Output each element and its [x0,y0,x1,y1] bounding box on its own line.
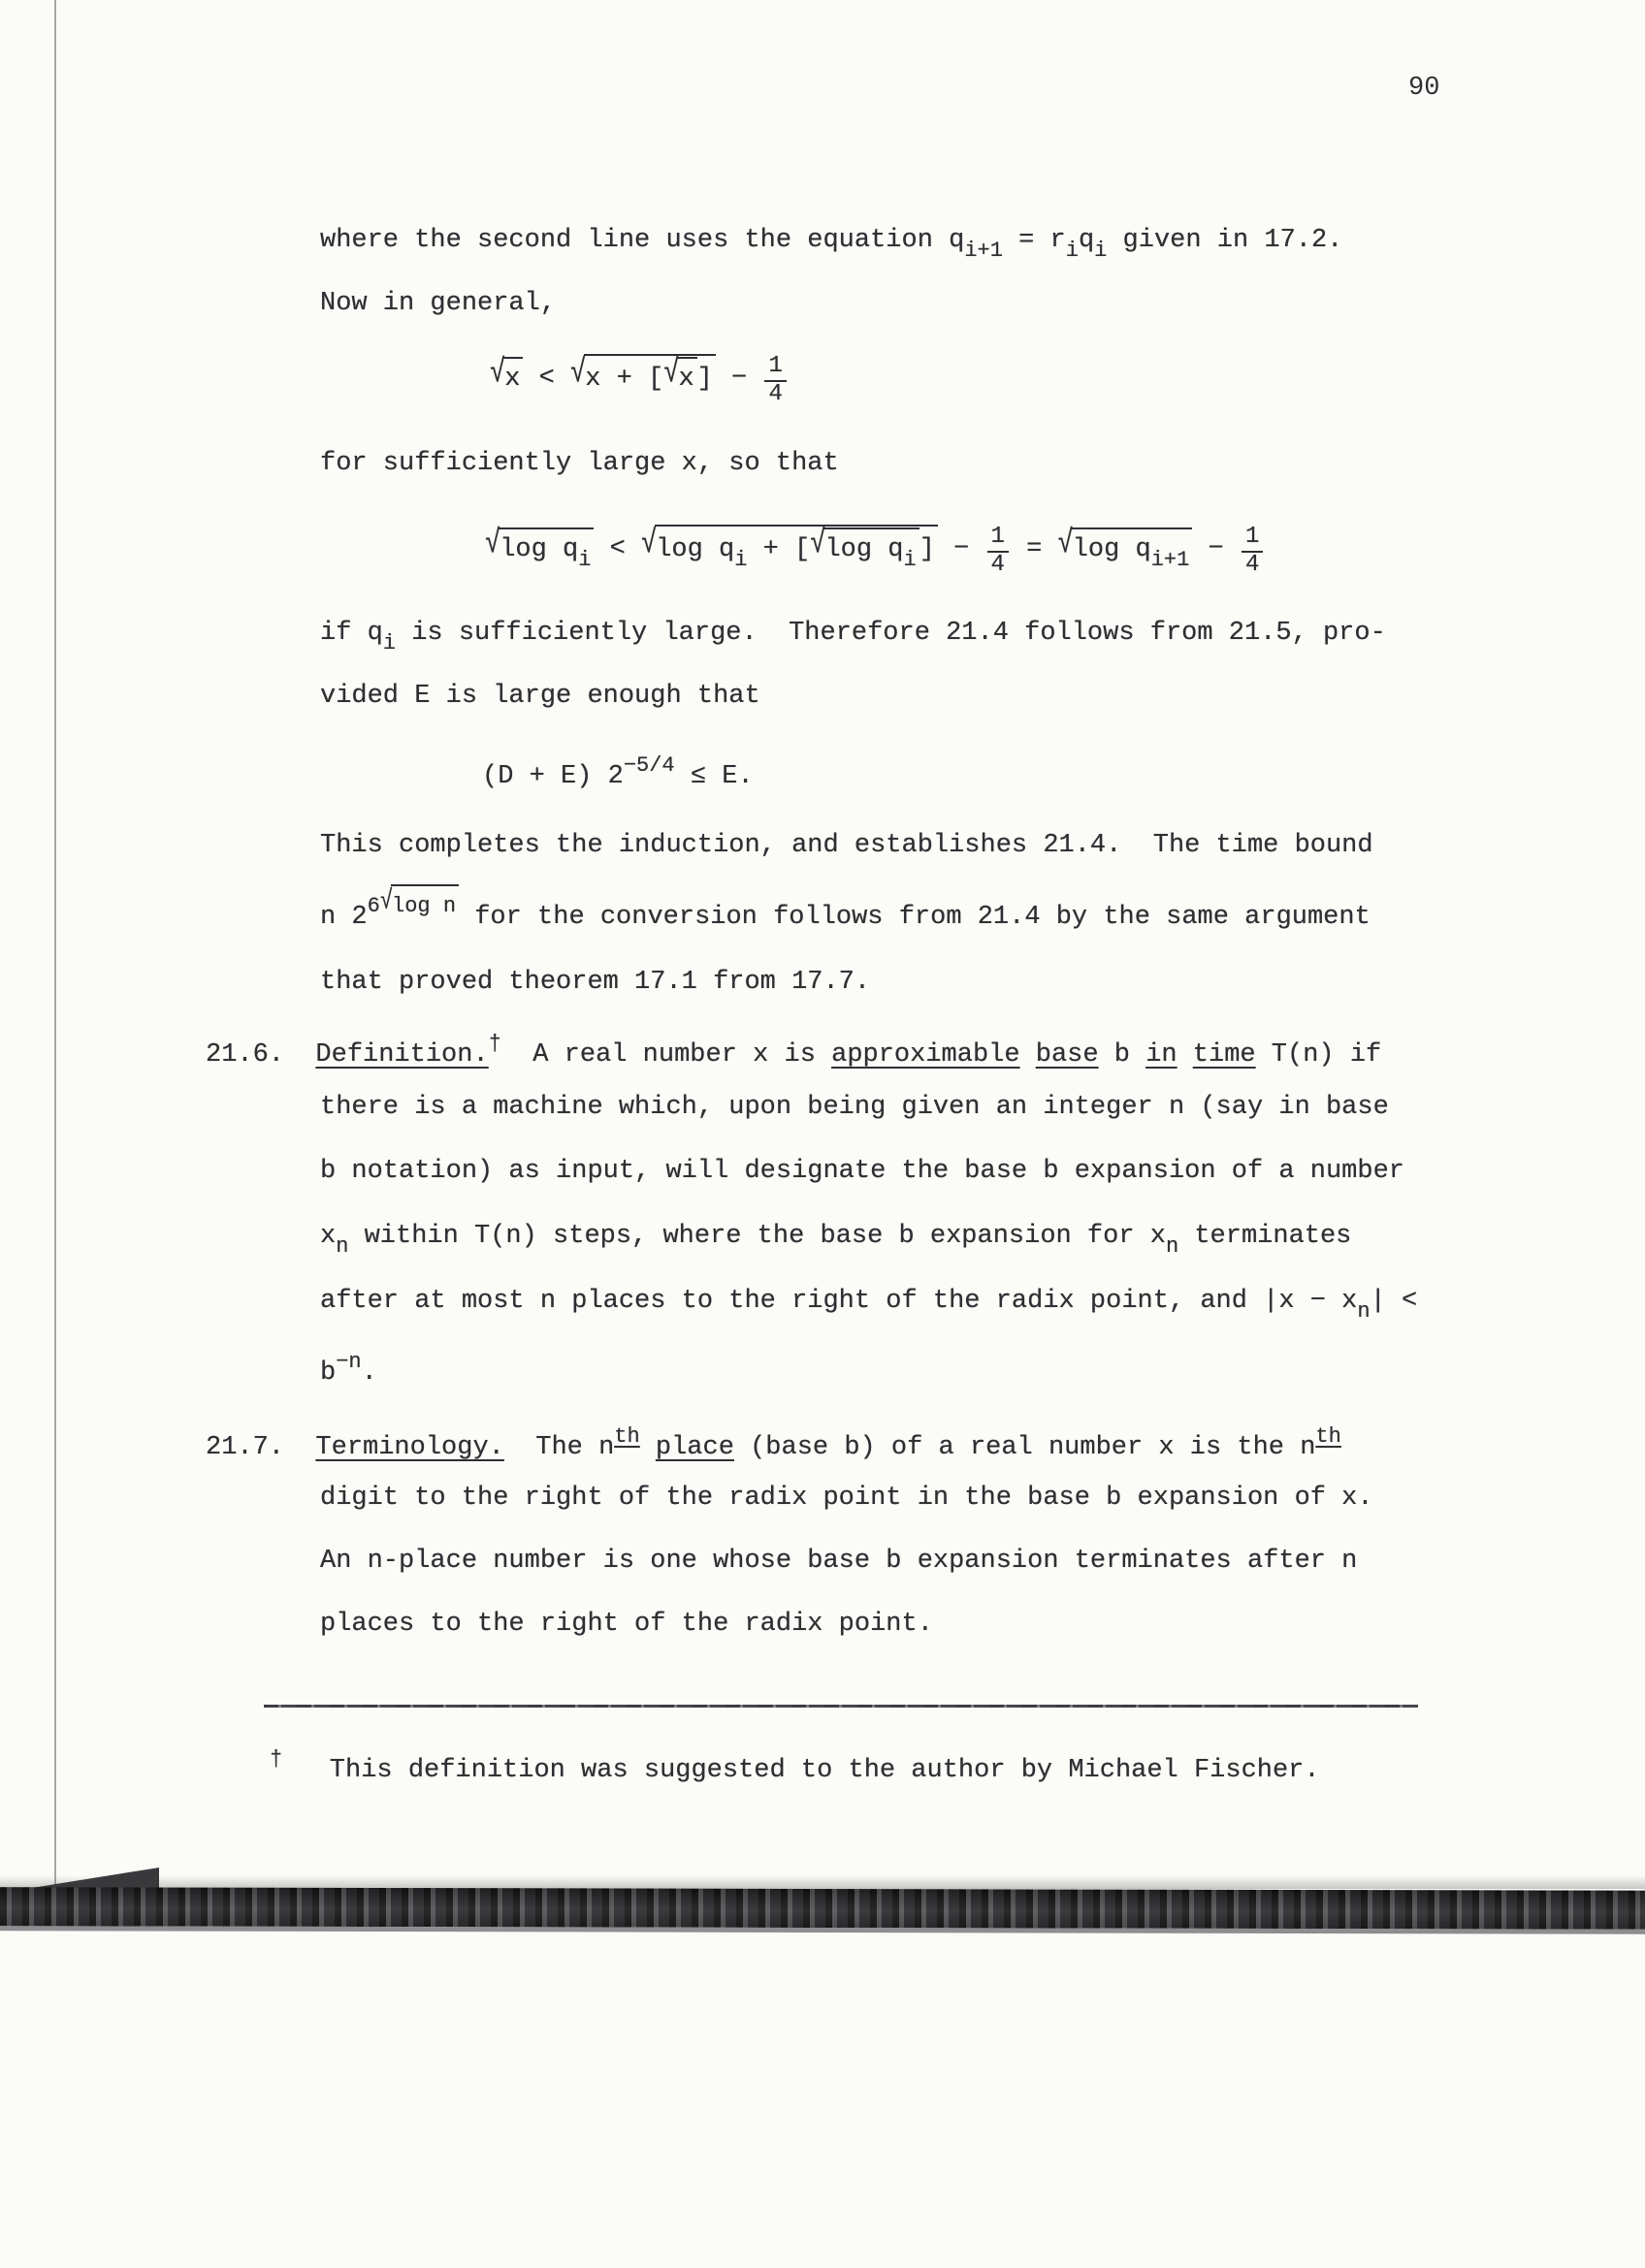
paragraph-line: This completes the induction, and establishes 21.4. The time bound [320,831,1373,860]
footnote-separator-rule [264,1705,1418,1708]
paragraph-line: vided E is large enough that [320,682,760,711]
paragraph-line: b notation) as input, will designate the base b expansion of a number [320,1157,1404,1186]
paragraph-line: $x_n$ within T(n) steps, where the base b expansion for $x_n$ terminates [320,1222,1352,1259]
section-21-6-definition: 21.6. Definition.† A real number x is approximable base b in time T(n) if [206,1032,1382,1070]
paragraph-line: if $q_i$ is sufficiently large. Therefore 21.4 follows from 21.5, pro- [320,619,1386,655]
paragraph-line: there is a machine which, upon being given an integer n (say in base [320,1093,1389,1122]
equation-sqrt-log-q: √log $q_i < √\log$ $q_i + [√\log$ $q_i$ ] − $\frac{1}{4}$ = √log $q_{i+1}$ − $\frac{1}{4}$ [485,522,1265,580]
paragraph-line: where the second line uses the equation $q_{i+1} = r_iq_i$ given in 17.2. [320,226,1343,263]
paragraph-line: $b^{-n}$. [320,1350,377,1388]
equation-sqrt-x: √x < √x + [√x ] − $\frac{1}{4}$ [490,351,789,404]
section-21-7-terminology: 21.7. Terminology. The $n^{th}$ place (base b) of a real number x is the $n^{th}$ [206,1424,1341,1462]
paragraph-line: places to the right of the radix point. [320,1610,933,1639]
paragraph-line: after at most n places to the right of the radix point, and $|x - x_n|$ < [320,1287,1418,1324]
paragraph-line: digit to the right of the radix point in the base b expansion of x. [320,1484,1373,1513]
page-edge-line [54,0,56,1889]
paragraph-line: for sufficiently large x, so that [320,449,839,478]
paragraph-line: that proved theorem 17.1 from 17.7. [320,968,871,997]
stack-edge-band [0,1887,1645,1934]
paragraph-line-time-bound: n $2^{6√log n}$ for the conversion follows from 21.4 by the same argument [320,885,1371,932]
equation-d-plus-e: (D + E) $2^{-5/4} \le E$. [482,753,754,791]
paragraph-line: Now in general, [320,289,557,318]
footnote-line: † This definition was suggested to the author by Michael Fischer. [270,1747,1320,1785]
paragraph-line: An n-place number is one whose base b expansion terminates after n [320,1547,1358,1576]
page-number: 90 [1408,74,1440,103]
